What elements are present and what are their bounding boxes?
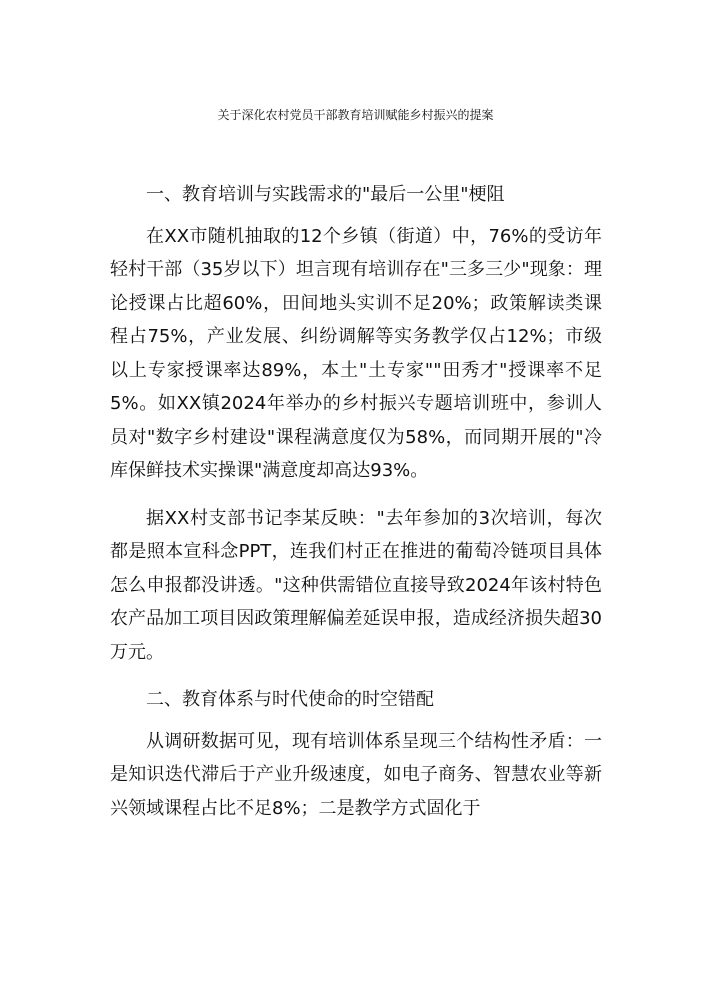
paragraph-1: 在XX市随机抽取的12个乡镇（街道）中，76%的受访年轻村干部（35岁以下）坦言现有培训存在"三多三少"现象：理论授课占比超60%，田间地头实训不足20%；政策解读类课程占75%，产业发展、纠纷调解等实务教学仅占12%；市级以上专家授课率达89%，本土"土专家""田秀才"授课率不足5%。如XX镇2024年举办的乡村振兴专题培训班中，参训人员对"数字乡村建设"课程满意度仅为58%，而同期开展的"冷库保鲜技术实操课"满意度却高达93%。 — [110, 225, 602, 481]
section-heading-1: 一、教育培训与实践需求的"最后一公里"梗阻 — [146, 184, 505, 205]
paragraph-3: 从调研数据可见，现有培训体系呈现三个结构性矛盾：一是知识迭代滞后于产业升级速度，如电子商务、智慧农业等新兴领域课程占比不足8%；二是教学方式固化于 — [110, 730, 602, 819]
document-body — [110, 178, 602, 839]
paragraph-2: 据XX村支部书记李某反映："去年参加的3次培训，每次都是照本宣科念PPT，连我们村正在推进的葡萄冷链项目具体怎么申报都没讲透。"这种供需错位直接导致2024年该村特色农产品加工项目因政策理解偏差延误申报，造成经济损失超30万元。 — [110, 507, 602, 663]
document-title: 关于深化农村党员干部教育培训赋能乡村振兴的提案 — [217, 108, 494, 122]
section-heading-2: 二、教育体系与时代使命的时空错配 — [146, 689, 434, 710]
